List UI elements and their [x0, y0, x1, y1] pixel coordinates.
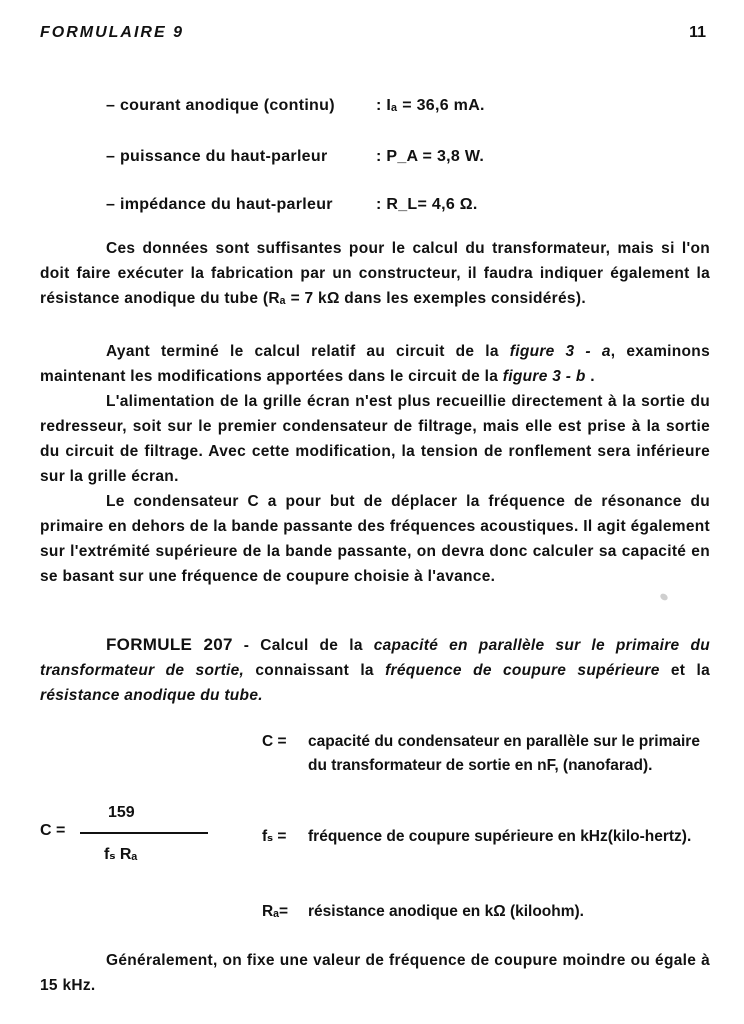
paragraph-text: Le condensateur C a pour but de déplacer la fréquence de résonance du primaire en dehors de la bande passante des fréquences acoustiques. Il agit également sur l'extrémité supérieure de la bande passante, on devra donc calculer sa capacité en se basant sur une fréquence de coupure choisie à l'avance.: [40, 493, 710, 585]
paragraph-figure-reference: [40, 339, 710, 389]
paragraph-text: - Calcul de la: [232, 637, 374, 654]
legend-capacitance: [262, 730, 712, 778]
spec-anode-current: [106, 97, 485, 115]
paragraph-text: et la: [659, 662, 710, 679]
paragraph-text: .: [585, 368, 595, 385]
spec-label: – courant anodique (continu): [106, 97, 335, 114]
formula-lhs: C =: [40, 822, 66, 839]
formula-207-intro: [40, 632, 710, 708]
legend-symbol: C =: [262, 733, 287, 750]
formula-numerator: 159: [108, 804, 135, 821]
legend-resistance: [262, 900, 712, 924]
paragraph-text: L'alimentation de la grille écran n'est plus recueillie directement à la sortie du redresseur, soit sur le premier condensateur de filtrage, mais elle est prise à la sortie du circuit de filtrage. Avec cette modification, la tension de ronflement sera inférieure sur la grille écran.: [40, 393, 710, 485]
spec-label: – puissance du haut-parleur: [106, 148, 328, 165]
emphasis-text: résistance anodique du tube.: [40, 687, 263, 704]
figure-reference: figure 3 - b: [502, 368, 586, 385]
formula-denominator: fₛ Rₐ: [104, 846, 138, 863]
page-number: 11: [689, 24, 706, 41]
legend-symbol: fₛ =: [262, 828, 287, 845]
emphasis-text: fréquence de coupure supérieure: [385, 662, 660, 679]
legend-symbol: Rₐ=: [262, 903, 289, 920]
paragraph-capacitor-purpose: [40, 489, 710, 589]
fraction-bar: [80, 832, 208, 834]
formula-label: FORMULE 207: [106, 635, 233, 654]
paragraph-screen-grid: [40, 389, 710, 489]
running-header-title: FORMULAIRE 9: [40, 24, 184, 41]
paragraph-data-sufficient: [40, 236, 710, 311]
formula-207-equation: [40, 800, 180, 870]
emphasis-text: capacité en parallèle sur le primaire du transformateur de sortie,: [40, 637, 710, 679]
legend-text: capacité du condensateur en parallèle sur le primaire du transformateur de sortie en nF, (nanofarad).: [308, 733, 700, 774]
legend-text: résistance anodique en kΩ (kiloohm).: [308, 903, 584, 920]
paragraph-text: Ayant terminé le calcul relatif au circuit de la: [106, 343, 510, 360]
legend-frequency: [262, 825, 712, 849]
paragraph-text: connaissant la: [244, 662, 386, 679]
spec-label: – impédance du haut-parleur: [106, 196, 333, 213]
paragraph-text: Généralement, on fixe une valeur de fréquence de coupure moindre ou égale à 15 kHz.: [40, 952, 710, 994]
spec-value: : P_A = 3,8 W.: [376, 148, 485, 165]
legend-text: fréquence de coupure supérieure en kHz(kilo-hertz).: [308, 828, 692, 845]
scan-smudge: [659, 592, 669, 602]
spec-value: : Iₐ = 36,6 mA.: [376, 97, 485, 114]
paragraph-text: , examinons maintenant les modifications apportées dans le circuit de la: [40, 343, 710, 385]
spec-value: : R_L= 4,6 Ω.: [376, 196, 478, 213]
spec-speaker-power: [106, 148, 485, 166]
paragraph-text: Ces données sont suffisantes pour le calcul du transformateur, mais si l'on doit faire exécuter la fabrication par un constructeur, il faudra indiquer également la résistance anodique du tube (Rₐ = 7 kΩ dans les exemples considérés).: [40, 240, 710, 307]
spec-speaker-impedance: [106, 196, 478, 214]
paragraph-generally: [40, 948, 710, 998]
figure-reference: figure 3 - a: [509, 343, 611, 360]
